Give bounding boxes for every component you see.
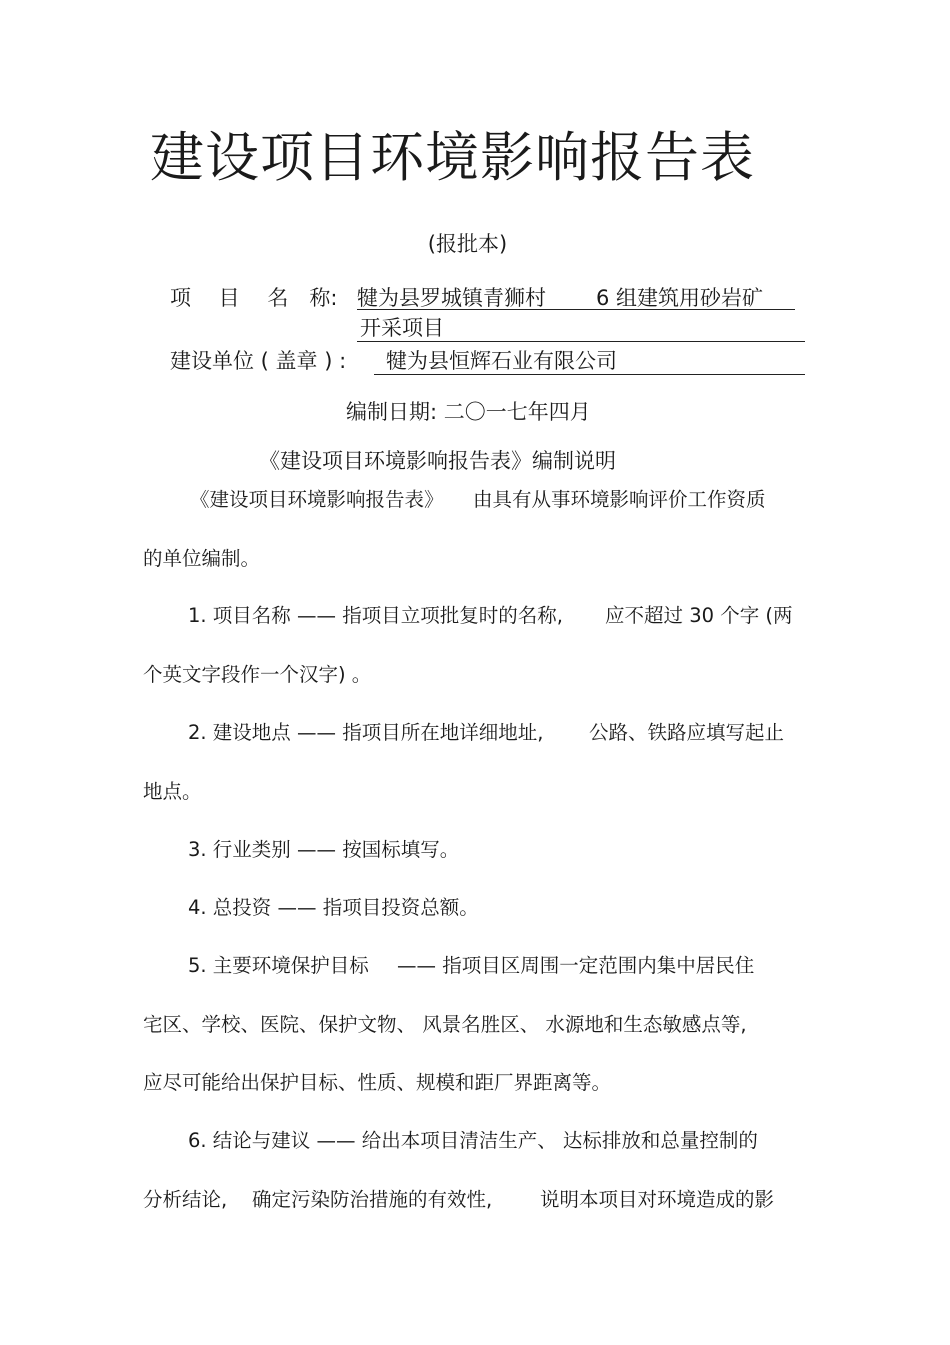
item6-line2-part3: 说明本项目对环境造成的影: [540, 1188, 775, 1211]
item5-line3: 应尽可能给出保护目标、性质、规模和距厂界距离等。: [143, 1071, 612, 1094]
item5-line2: 宅区、学校、医院、保护文物、 风景名胜区、 水源地和生态敏感点等,: [143, 1013, 747, 1036]
project-name-label: 项 目 名 称:: [170, 286, 338, 310]
item6-line2-part1: 分析结论,: [143, 1188, 228, 1211]
construction-unit-underline: [374, 374, 805, 375]
page-title: 建设项目环境影响报告表: [150, 126, 755, 189]
project-name-underline-2: [357, 341, 805, 342]
item2-line1-part1: 2. 建设地点 —— 指项目所在地详细地址,: [188, 721, 544, 744]
project-name-value-part2: 6 组建筑用砂岩矿: [596, 286, 764, 310]
project-name-value-part1: 犍为县罗城镇青狮村: [357, 286, 546, 310]
item3: 3. 行业类别 —— 按国标填写。: [188, 838, 460, 861]
instructions-heading: 《建设项目环境影响报告表》编制说明: [259, 449, 616, 473]
item5-line1-part1: 5. 主要环境保护目标: [188, 954, 369, 977]
project-name-value-line2: 开采项目: [360, 316, 444, 340]
page-subtitle: (报批本): [427, 232, 508, 256]
item1-line1-part2: 应不超过 30 个字 (两: [605, 604, 793, 627]
intro-line2: 的单位编制。: [143, 547, 261, 570]
construction-unit-value: 犍为县恒辉石业有限公司: [386, 349, 617, 373]
item5-line1-part2: —— 指项目区周围一定范围内集中居民住: [397, 954, 755, 977]
construction-unit-label: 建设单位 ( 盖章 ) :: [170, 349, 347, 373]
project-name-underline-1: [357, 309, 795, 310]
item6-line1: 6. 结论与建议 —— 给出本项目清洁生产、 达标排放和总量控制的: [188, 1129, 758, 1152]
item4: 4. 总投资 —— 指项目投资总额。: [188, 896, 479, 919]
intro-line1-part1: 《建设项目环境影响报告表》: [190, 488, 444, 511]
item6-line2-part2: 确定污染防治措施的有效性,: [252, 1188, 493, 1211]
intro-line1-part2: 由具有从事环境影响评价工作资质: [473, 488, 766, 511]
item2-line2: 地点。: [143, 780, 202, 803]
item1-line2: 个英文字段作一个汉字) 。: [143, 663, 372, 686]
compile-date: 编制日期: 二〇一七年四月: [346, 400, 591, 424]
item2-line1-part2: 公路、铁路应填写起止: [589, 721, 785, 744]
item1-line1-part1: 1. 项目名称 —— 指项目立项批复时的名称,: [188, 604, 563, 627]
